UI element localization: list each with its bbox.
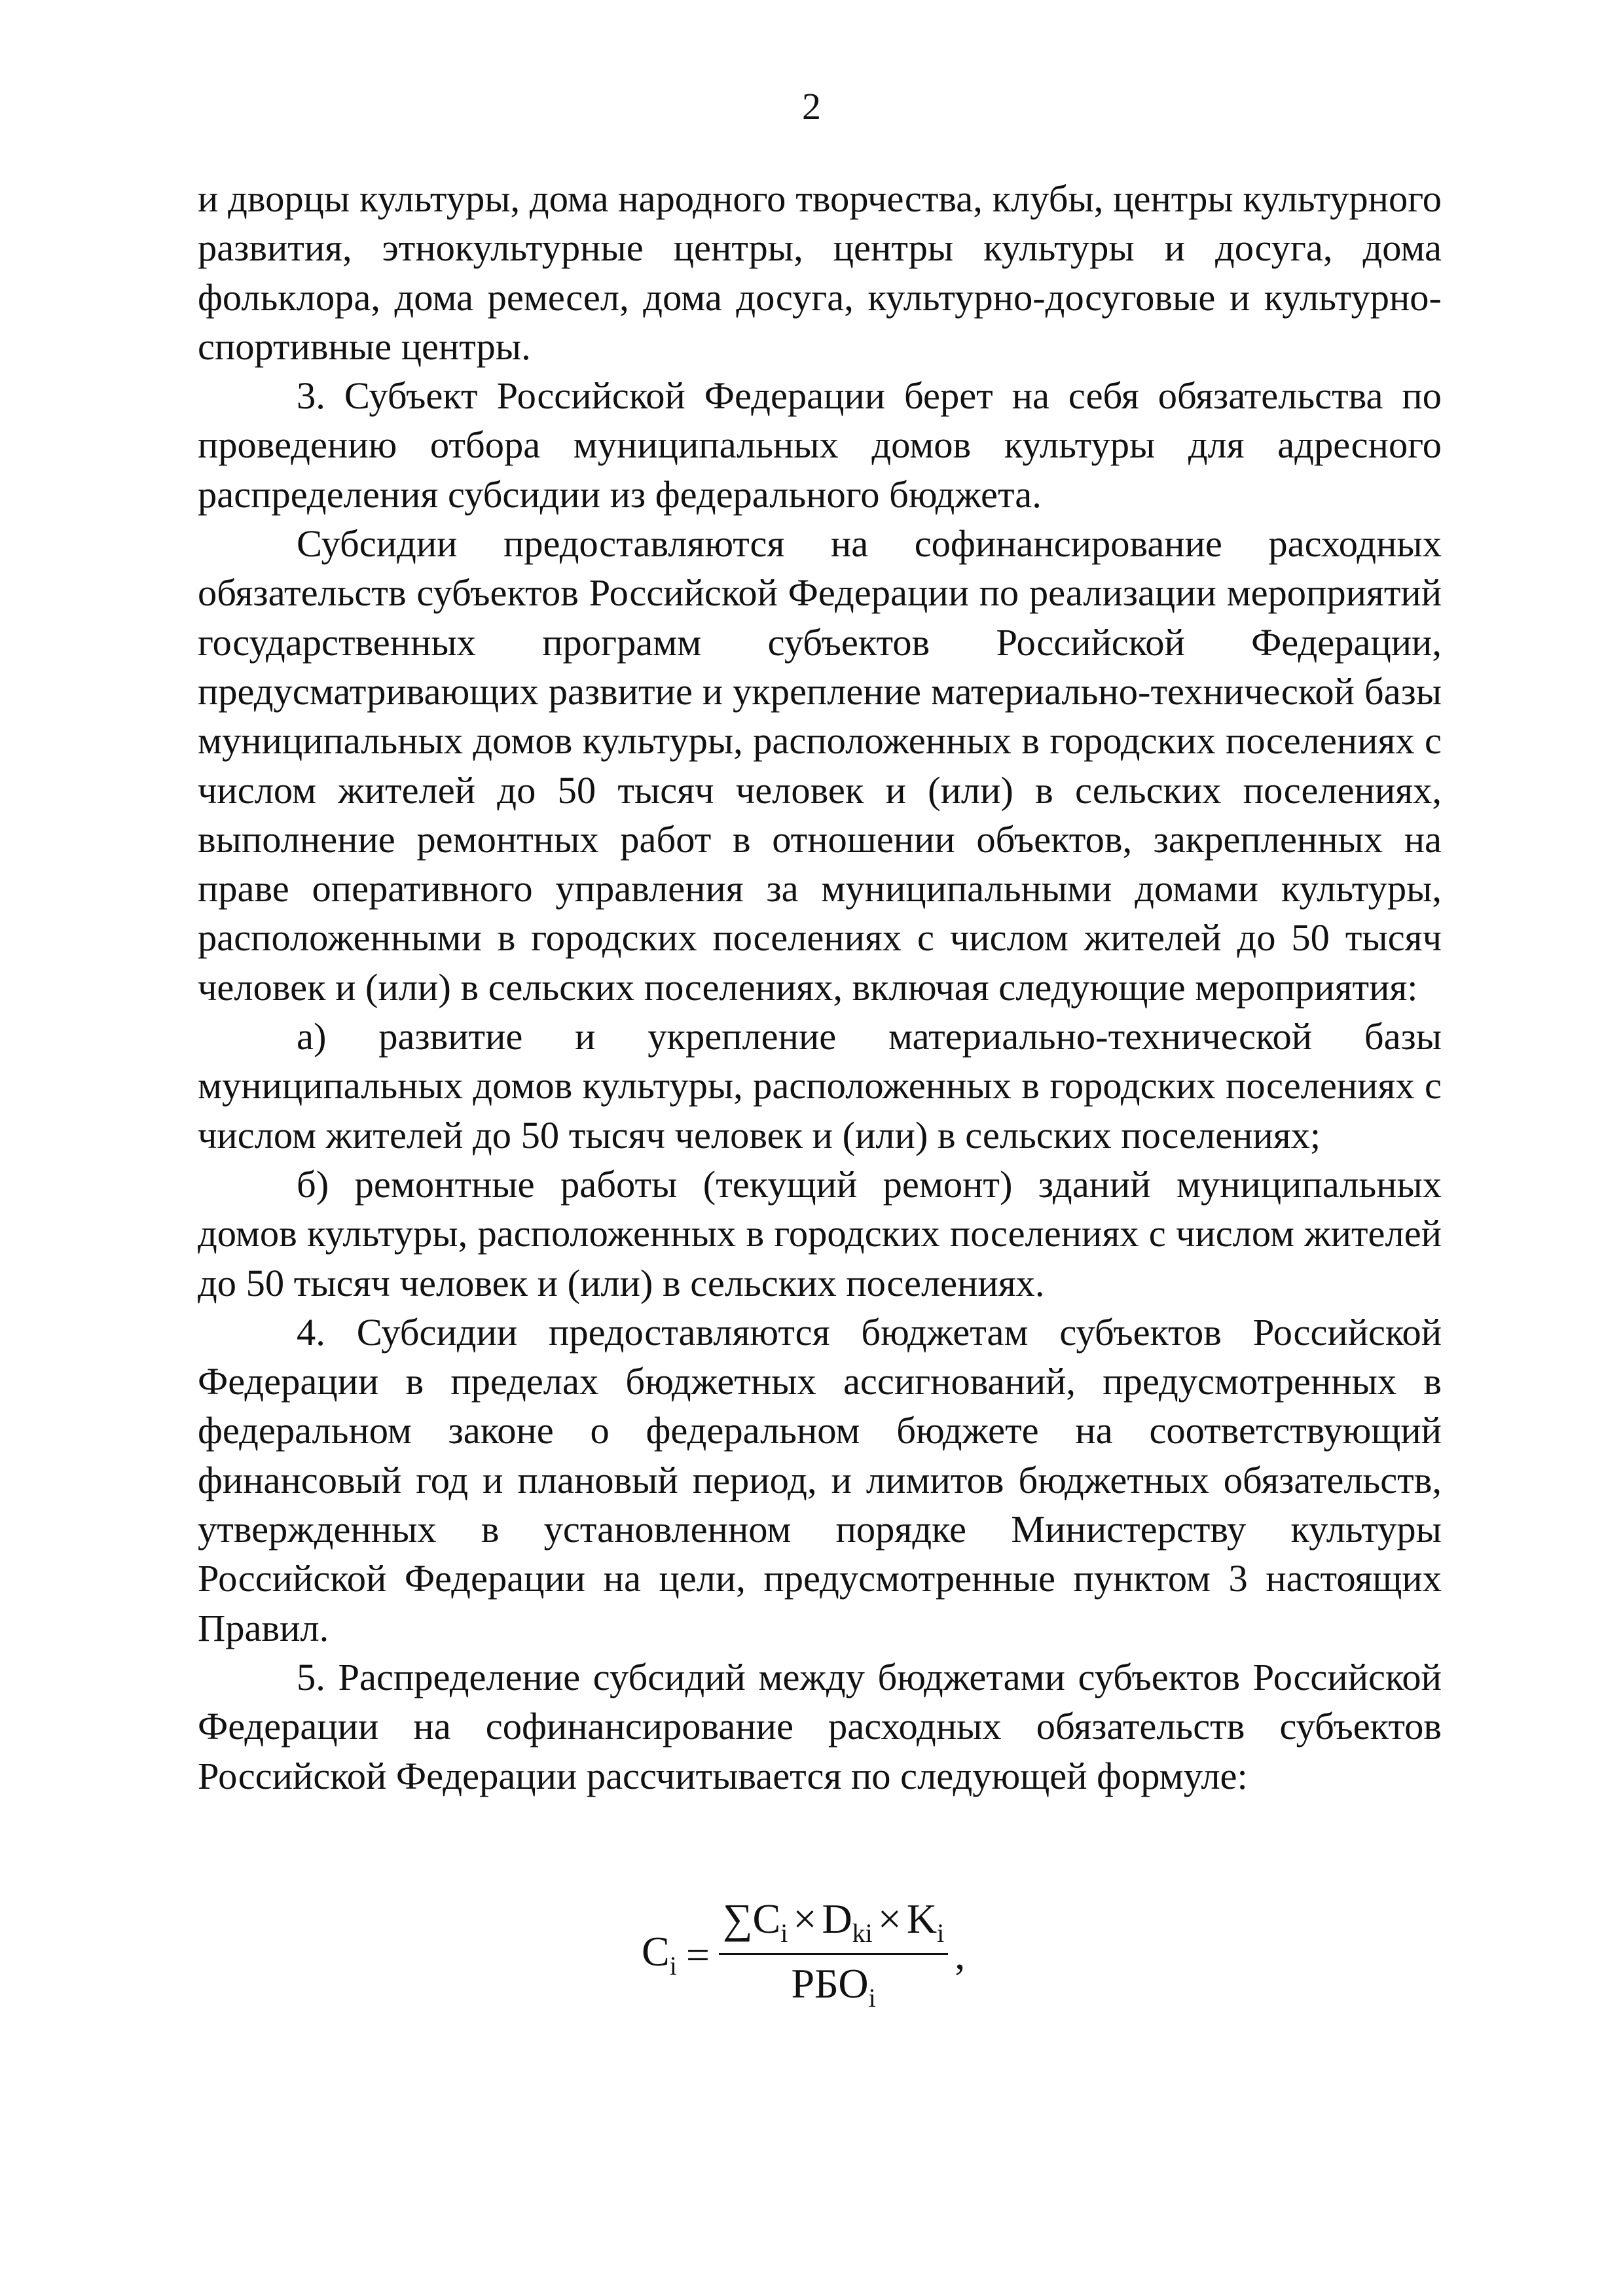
paragraph-item-a: а) развитие и укрепление материально-технической базы муниципальных домов культуры, расположенных в городских поселениях с числом жителей до 50 тысяч человек и (или) в сельских поселениях; bbox=[198, 1015, 1442, 1157]
formula-denominator: $РБО_i$ bbox=[791, 1960, 876, 2013]
paragraph-clause-5: 5. Распределение субсидий между бюджетами субъектов Российской Федерации на софинансирование расходных обязательств субъектов Российской Федерации рассчитывается по следующей формуле: bbox=[198, 1655, 1442, 1797]
formula-lhs: $C_i$ bbox=[642, 1928, 677, 1981]
document-body bbox=[198, 174, 1442, 1801]
formula-fraction bbox=[719, 1895, 948, 2013]
paragraph-continuation: и дворцы культуры, дома народного творчества, клубы, центры культурного развития, этнокультурные центры, центры культуры и досуга, дома фольклора, дома ремесел, дома досуга, культурно-досуговые и культурно-спортивные центры. bbox=[198, 177, 1442, 368]
distribution-formula bbox=[642, 1895, 966, 2013]
formula-numerator: $\sum C_i \times D_{ki} \times K_i$ bbox=[719, 1898, 948, 1955]
paragraph-subsidies-purpose: Субсидии предоставляются на софинансирование расходных обязательств субъектов Российской Федерации по реализации мероприятий государственных программ субъектов Российской Федерации, предусматривающих развитие и укрепление материально-технической базы муниципальных домов культуры, расположенных в городских поселениях с числом жителей до 50 тысяч человек и (или) в сельских поселениях, выполнение ремонтных работ в отношении объектов, закрепленных на праве оперативного управления за муниципальными домами культуры, расположенными в городских поселениях с числом жителей до 50 тысяч человек и (или) в сельских поселениях, включая следующие мероприятия: bbox=[198, 522, 1442, 1009]
formula-equals: = bbox=[685, 1931, 710, 1978]
paragraph-clause-4: 4. Субсидии предоставляются бюджетам субъектов Российской Федерации в пределах бюджетных ассигнований, предусмотренных в федеральном законе о федеральном бюджете на соответствующий финансовый год и плановый период, и лимитов бюджетных обязательств, утвержденных в установленном порядке Министерству культуры Российской Федерации на цели, предусмотренные пунктом 3 настоящих Правил. bbox=[198, 1310, 1442, 1649]
formula-comma: , bbox=[955, 1931, 966, 1978]
paragraph-item-b: б) ремонтные работы (текущий ремонт) зданий муниципальных домов культуры, расположенных в городских поселениях с числом жителей до 50 тысяч человек и (или) в сельских поселениях. bbox=[198, 1162, 1442, 1304]
paragraph-clause-3: 3. Субъект Российской Федерации берет на себя обязательства по проведению отбора муниципальных домов культуры для адресного распределения субсидии из федерального бюджета. bbox=[198, 374, 1442, 516]
page-number: 2 bbox=[802, 85, 821, 128]
